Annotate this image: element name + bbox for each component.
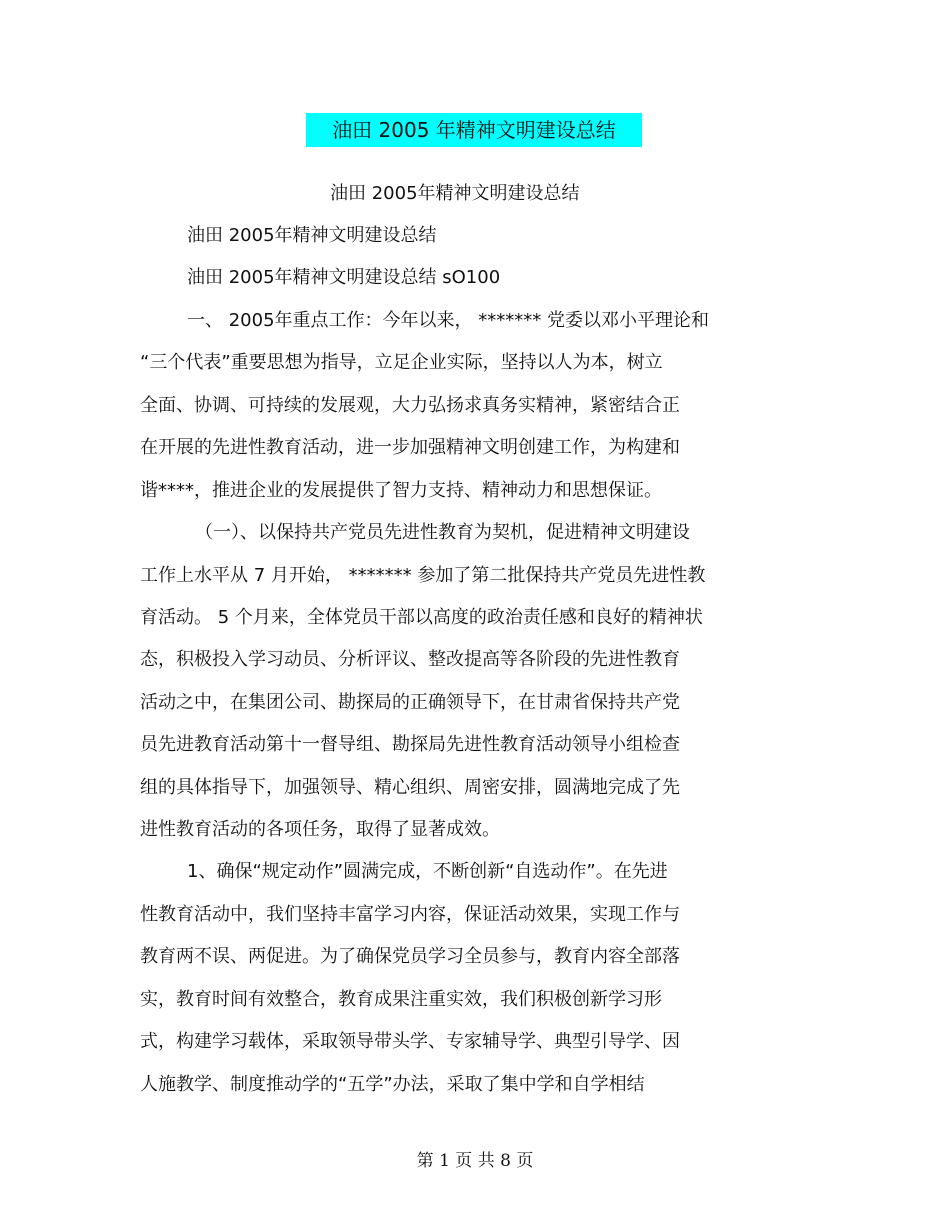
document-title: 油田 2005 年精神文明建设总结 xyxy=(306,113,642,147)
body-line: 活动之中，在集团公司、勘探局的正确领导下，在甘肃省保持共产党 xyxy=(140,692,680,713)
body-line: 谐****，推进企业的发展提供了智力支持、精神动力和思想保证。 xyxy=(140,480,662,501)
body-line: 员先进教育活动第十一督导组、勘探局先进性教育活动领导小组检查 xyxy=(140,734,680,755)
document-subtitle: 油田 2005年精神文明建设总结 xyxy=(330,183,580,204)
heading-line-1: 油田 2005年精神文明建设总结 xyxy=(187,225,437,246)
heading-line-2: 油田 2005年精神文明建设总结 sO100 xyxy=(187,267,501,288)
body-line: 育活动。 5 个月来，全体党员干部以高度的政治责任感和良好的精神状 xyxy=(140,607,703,628)
body-line: 1、确保“规定动作”圆满完成，不断创新“自选动作”。在先进 xyxy=(187,861,668,882)
body-line: 组的具体指导下，加强领导、精心组织、周密安排，圆满地完成了先 xyxy=(140,777,680,798)
body-line: 在开展的先进性教育活动，进一步加强精神文明创建工作，为构建和 xyxy=(140,437,680,458)
body-line: 全面、协调、可持续的发展观，大力弘扬求真务实精神，紧密结合正 xyxy=(140,395,680,416)
body-line: 教育两不误、两促进。为了确保党员学习全员参与，教育内容全部落 xyxy=(140,946,680,967)
body-line: 态，积极投入学习动员、分析评议、整改提高等各阶段的先进性教育 xyxy=(140,649,680,670)
body-line: 人施教学、制度推动学的“五学”办法，采取了集中学和自学相结 xyxy=(140,1074,645,1095)
body-line: 工作上水平从 7 月开始， ******* 参加了第二批保持共产党员先进性教 xyxy=(140,565,706,586)
page-footer: 第 1 页 共 8 页 xyxy=(416,1151,534,1171)
body-line: 一、 2005年重点工作：今年以来， ******* 党委以邓小平理论和 xyxy=(187,310,709,331)
body-line: 性教育活动中，我们坚持丰富学习内容，保证活动效果，实现工作与 xyxy=(140,904,680,925)
body-line: 实，教育时间有效整合，教育成果注重实效，我们积极创新学习形 xyxy=(140,989,662,1010)
body-line: 进性教育活动的各项任务，取得了显著成效。 xyxy=(140,819,500,840)
body-line: （一）、以保持共产党员先进性教育为契机，促进精神文明建设 xyxy=(195,522,690,543)
body-line: “三个代表”重要思想为指导，立足企业实际，坚持以人为本，树立 xyxy=(140,352,663,373)
body-line: 式，构建学习载体，采取领导带头学、专家辅导学、典型引导学、因 xyxy=(140,1031,680,1052)
